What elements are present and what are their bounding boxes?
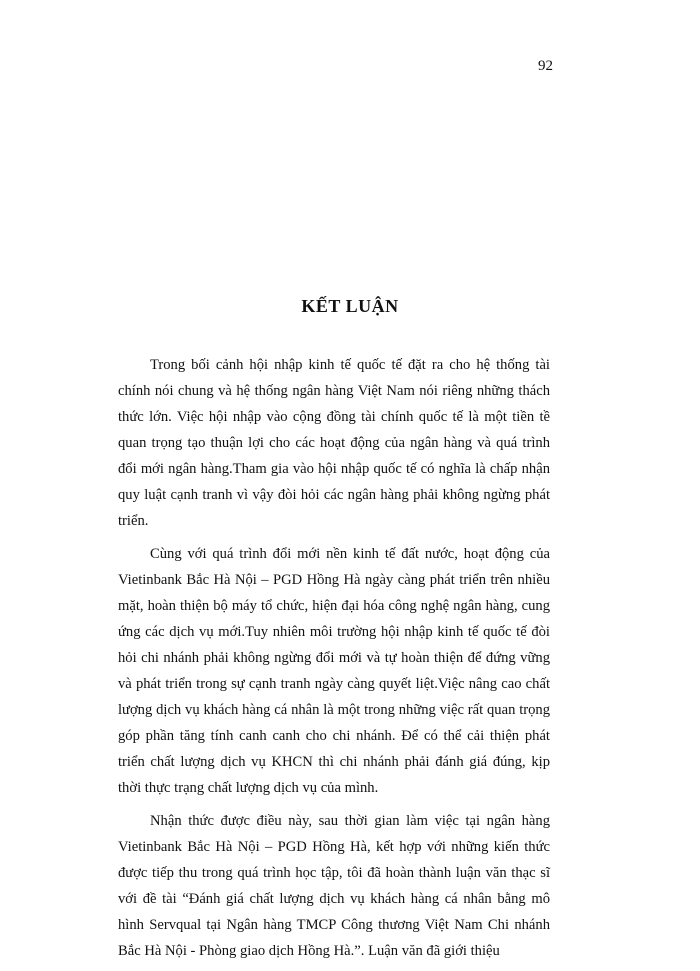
section-heading: KẾT LUẬN [301, 296, 399, 316]
paragraph-3: Nhận thức được điều này, sau thời gian làm việc tại ngân hàng Vietinbank Bắc Hà Nội – PGD Hồng Hà, kết hợp với những kiến thức được tiếp thu trong quá trình học tập, tôi đã hoàn thành luận văn thạc sĩ với đề tài “Đánh giá chất lượng dịch vụ khách hàng cá nhân bằng mô hình Servqual tại Ngân hàng TMCP Công thương Việt Nam Chi nhánh Bắc Hà Nội - Phòng giao dịch Hồng Hà.”. Luận văn đã giới thiệu [118, 813, 550, 959]
paragraph-2: Cùng với quá trình đổi mới nền kinh tế đất nước, hoạt động của Vietinbank Bắc Hà Nội – PGD Hồng Hà ngày càng phát triển trên nhiều mặt, hoàn thiện bộ máy tổ chức, hiện đại hóa công nghệ ngân hàng, cung ứng các dịch vụ mới.Tuy nhiên môi trường hội nhập kinh tế quốc tế đòi hỏi chi nhánh phải không ngừng đổi mới và tự hoàn thiện để đứng vững và phát triển trong sự cạnh tranh ngày càng quyết liệt.Việc nâng cao chất lượng dịch vụ khách hàng cá nhân là một trong những việc rất quan trọng góp phần tăng tính canh canh cho chi nhánh. Để có thể cải thiện phát triển chất lượng dịch vụ KHCN thì chi nhánh phải đánh giá đúng, kịp thời thực trạng chất lượng dịch vụ của mình. [118, 546, 550, 796]
paragraph-1: Trong bối cảnh hội nhập kinh tế quốc tế đặt ra cho hệ thống tài chính nói chung và hệ thống ngân hàng Việt Nam nói riêng những thách thức lớn. Việc hội nhập vào cộng đồng tài chính quốc tế là một tiền tề quan trọng tạo thuận lợi cho các hoạt động của ngân hàng và quá trình đổi mới ngân hàng.Tham gia vào hội nhập quốc tế có nghĩa là chấp nhận quy luật cạnh tranh vì vậy đòi hỏi các ngân hàng phải không ngừng phát triển. [118, 357, 550, 529]
body-text [118, 352, 550, 971]
page-number: 92 [538, 58, 553, 74]
